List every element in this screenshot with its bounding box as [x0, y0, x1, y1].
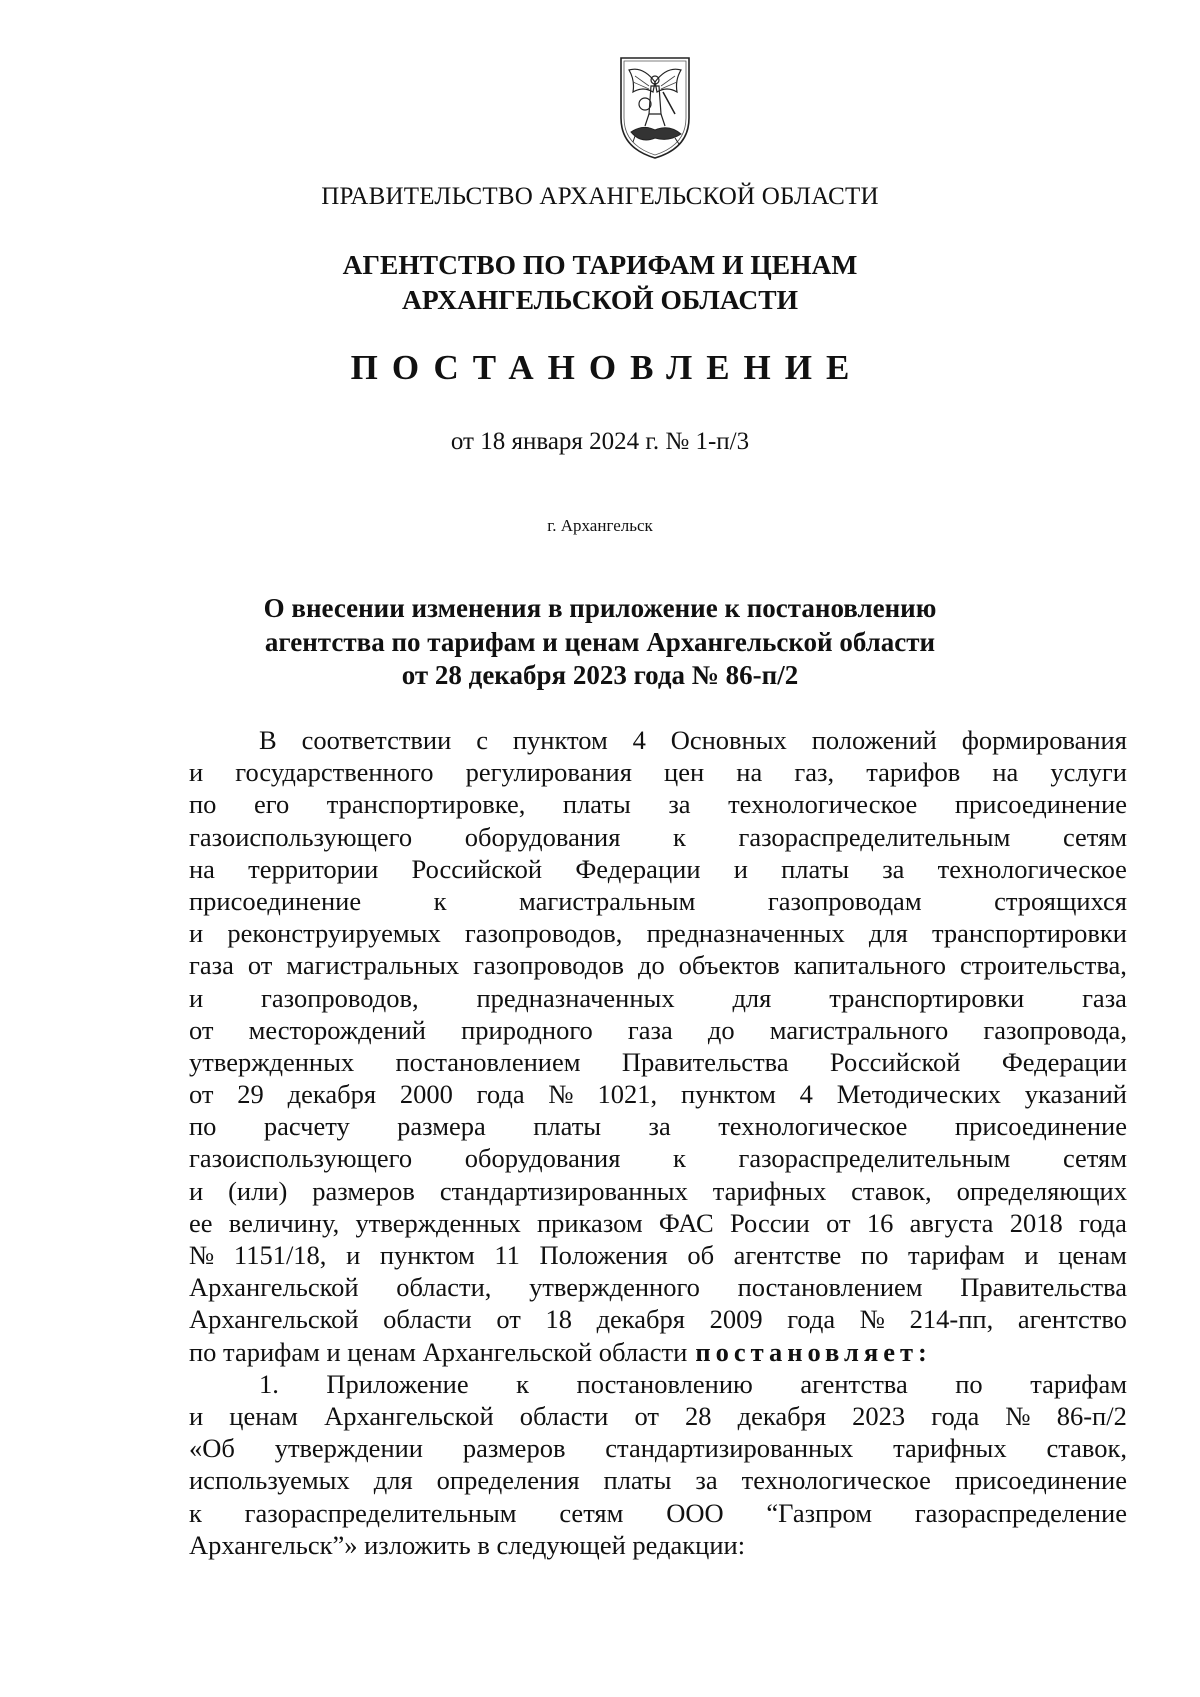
body-word: России: [729, 1207, 810, 1238]
body-word: присоединение: [954, 789, 1127, 820]
body-line: [189, 1432, 1127, 1464]
body-word: к: [433, 885, 447, 916]
body-word: газопроводов,: [464, 918, 623, 949]
body-word: ценам: [1058, 1240, 1127, 1270]
body-word: сетям: [1062, 1143, 1127, 1174]
body-word: области,: [396, 1272, 492, 1303]
body-word: 2018: [1009, 1207, 1063, 1238]
body-line: [189, 788, 1127, 820]
body-word: за: [695, 1465, 718, 1496]
body-word: газоиспользующего: [189, 1143, 413, 1174]
body-word: газа: [1082, 982, 1127, 1013]
body-word: месторождений: [248, 1014, 426, 1045]
body-word: ООО: [666, 1497, 724, 1528]
body-line: [189, 1464, 1127, 1496]
body-line: [189, 949, 1127, 981]
body-word: 11: [494, 1240, 520, 1270]
body-word: до: [637, 950, 665, 981]
body-word: газа: [627, 1014, 673, 1045]
body-word: утверждении: [274, 1433, 423, 1464]
document-city: г. Архангельск: [547, 516, 653, 535]
body-word: по: [955, 1368, 983, 1399]
body-word: газа: [189, 950, 234, 981]
body-word: на: [992, 757, 1019, 788]
body-word: магистрального: [769, 1014, 949, 1045]
agency-name-line2: АРХАНГЕЛЬСКОЙ ОБЛАСТИ: [402, 284, 798, 315]
body-word: строительства,: [960, 950, 1127, 981]
body-word: территории: [248, 853, 379, 884]
body-line: [189, 1303, 1127, 1335]
body-line: [189, 885, 1127, 917]
body-word: за: [882, 853, 905, 884]
body-word: декабря: [737, 1400, 827, 1431]
body-word: размеров: [312, 1175, 415, 1206]
body-word: 28: [685, 1400, 712, 1431]
body-word: и: [189, 1175, 204, 1206]
body-word: к: [673, 821, 686, 852]
body-word: регулирования: [465, 757, 632, 788]
agency-name: [0, 247, 1200, 317]
body-word: декабря: [287, 1079, 377, 1110]
body-word: расчету: [263, 1111, 350, 1142]
body-word: технологическое: [937, 853, 1127, 884]
document-type: ПОСТАНОВЛЕНИЕ: [350, 348, 864, 387]
body-word: газ,: [794, 757, 835, 788]
body-word: постановлением: [737, 1272, 923, 1303]
body-word: присоединение: [954, 1111, 1127, 1142]
body-word: «Об: [189, 1433, 235, 1464]
body-word: транспортировки: [931, 918, 1127, 949]
body-word: технологическое: [728, 789, 918, 820]
document-body: [189, 724, 1127, 1561]
body-word: присоединение: [189, 885, 362, 916]
paragraph-preamble-last-line: [189, 1336, 1127, 1368]
body-word: ставок,: [1046, 1433, 1127, 1464]
body-word: Федерации: [1001, 1046, 1127, 1077]
body-word: года: [476, 1079, 525, 1110]
body-word: Основных: [670, 725, 787, 755]
body-word: для: [373, 1465, 413, 1496]
body-word: Правительства: [621, 1046, 789, 1077]
body-word: предназначенных: [476, 982, 675, 1013]
body-word: к: [673, 1143, 686, 1174]
body-word: присоединение: [954, 1465, 1127, 1496]
body-word: области: [519, 1400, 609, 1431]
body-word: ее: [189, 1207, 213, 1238]
body-word: пунктом: [379, 1240, 475, 1270]
body-word: “Газпром: [766, 1497, 873, 1528]
body-word: сетям: [1062, 821, 1127, 852]
body-word: технологическое: [718, 1111, 908, 1142]
body-line: [189, 756, 1127, 788]
body-word: (или): [228, 1175, 288, 1206]
item-1-last-text: Архангельск”» изложить в следующей редакции:: [189, 1529, 746, 1560]
body-word: капитального: [793, 950, 947, 981]
document-date-number: от 18 января 2024 г. № 1-п/3: [450, 428, 750, 455]
body-word: тарифам: [1030, 1368, 1127, 1399]
body-word: газопровода,: [983, 1014, 1127, 1045]
resolves-keyword: постановляет:: [695, 1336, 932, 1367]
body-word: размера: [397, 1111, 486, 1142]
body-word: по: [189, 789, 217, 820]
body-word: и: [189, 757, 204, 788]
body-word: газоиспользующего: [189, 821, 413, 852]
body-line: [189, 1271, 1127, 1303]
body-word: магистральных: [286, 950, 460, 981]
body-word: 1.: [259, 1368, 279, 1399]
body-word: постановлению: [576, 1368, 753, 1399]
body-word: технологическое: [741, 1465, 931, 1496]
body-word: газораспределительным: [244, 1497, 517, 1528]
body-line: [189, 853, 1127, 885]
body-word: В: [259, 725, 277, 755]
body-word: к: [516, 1368, 530, 1399]
body-word: агентство: [1017, 1304, 1127, 1335]
body-line: [189, 1368, 1127, 1400]
body-word: об: [687, 1240, 715, 1270]
body-word: с: [476, 725, 488, 755]
body-word: 29: [237, 1079, 264, 1110]
paragraph-item-1-last-line: [189, 1529, 1127, 1561]
body-word: определяющих: [956, 1175, 1127, 1206]
body-word: и: [189, 918, 204, 949]
body-word: стандартизированных: [605, 1433, 854, 1464]
body-word: Положения: [539, 1240, 668, 1270]
body-word: Методических: [836, 1079, 1001, 1110]
body-word: 86-п/2: [1056, 1400, 1127, 1431]
body-word: пунктом: [680, 1079, 776, 1110]
body-word: утвержденных: [189, 1046, 355, 1077]
body-word: цен: [664, 757, 705, 788]
body-line: [189, 1142, 1127, 1174]
body-line: [189, 1046, 1127, 1078]
body-word: его: [253, 789, 290, 820]
arkhangelsk-coat-of-arms-icon: [613, 52, 697, 162]
body-word: от: [826, 1207, 851, 1238]
body-word: для: [868, 918, 908, 949]
body-word: тарифных: [712, 1175, 827, 1206]
body-word: оборудования: [464, 821, 621, 852]
body-word: 18: [545, 1304, 572, 1335]
body-line: [189, 724, 1127, 756]
body-word: №: [189, 1240, 215, 1270]
body-line: [189, 1400, 1127, 1432]
body-word: 2023: [852, 1400, 906, 1431]
body-word: Архангельской: [324, 1400, 494, 1431]
body-word: указаний: [1024, 1079, 1127, 1110]
government-name: ПРАВИТЕЛЬСТВО АРХАНГЕЛЬСКОЙ ОБЛАСТИ: [321, 183, 879, 210]
body-word: реконструируемых: [227, 918, 441, 949]
paragraph-item-1: [189, 1368, 1127, 1529]
body-line: [189, 1497, 1127, 1529]
body-word: 4: [799, 1079, 813, 1110]
body-word: Приложение: [326, 1368, 469, 1399]
body-line: [189, 1078, 1127, 1110]
body-word: тарифов: [866, 757, 961, 788]
body-word: платы: [781, 853, 849, 884]
body-word: ставок,: [851, 1175, 932, 1206]
body-word: стандартизированных: [439, 1175, 688, 1206]
body-word: магистральным: [518, 885, 696, 916]
body-word: платы: [562, 789, 631, 820]
body-word: предназначенных: [646, 918, 845, 949]
body-word: положений: [811, 725, 937, 755]
body-line: [189, 982, 1127, 1014]
body-word: постановлением: [395, 1046, 581, 1077]
body-word: соответствии: [301, 725, 452, 755]
body-word: газораспределение: [914, 1497, 1127, 1528]
body-word: услуги: [1050, 757, 1127, 788]
body-word: природного: [461, 1014, 593, 1045]
body-word: от: [189, 1079, 214, 1110]
body-word: от: [247, 950, 273, 981]
body-word: для: [732, 982, 772, 1013]
subject-line: агентства по тарифам и ценам Архангельской области: [264, 626, 936, 657]
body-word: агентства: [800, 1368, 908, 1399]
body-word: года: [1078, 1207, 1127, 1238]
body-word: Федерации: [575, 853, 701, 884]
body-word: к: [189, 1497, 202, 1528]
body-word: агентстве: [733, 1240, 842, 1270]
body-word: за: [668, 789, 691, 820]
body-word: и: [346, 1240, 361, 1270]
body-word: августа: [909, 1207, 994, 1238]
body-word: газопроводов: [473, 950, 625, 981]
document-subject: [0, 592, 1200, 693]
body-word: от: [189, 1014, 214, 1045]
body-word: платы: [533, 1111, 602, 1142]
body-word: до: [707, 1014, 735, 1045]
agency-name-line1: АГЕНТСТВО ПО ТАРИФАМ И ЦЕНАМ: [342, 249, 858, 280]
body-word: утвержденного: [529, 1272, 700, 1303]
body-line: [189, 1110, 1127, 1142]
body-word: платы: [603, 1465, 672, 1496]
body-word: тарифам: [907, 1240, 1005, 1270]
body-word: формирования: [961, 725, 1127, 755]
body-word: определения: [436, 1465, 580, 1496]
body-word: газораспределительным: [738, 1143, 1011, 1174]
body-word: Архангельской: [189, 1304, 359, 1335]
body-word: года: [931, 1400, 980, 1431]
body-word: и: [1024, 1240, 1039, 1270]
body-word: газопроводам: [767, 885, 922, 916]
body-word: Правительства: [960, 1272, 1127, 1303]
body-word: газораспределительным: [738, 821, 1011, 852]
body-word: декабря: [596, 1304, 685, 1335]
preamble-last-text: по тарифам и ценам Архангельской области: [189, 1336, 688, 1367]
body-word: №: [1005, 1400, 1031, 1431]
body-word: оборудования: [464, 1143, 621, 1174]
subject-line: от 28 декабря 2023 года № 86-п/2: [401, 660, 799, 690]
body-line: [189, 1175, 1127, 1207]
body-word: 1021,: [597, 1079, 658, 1110]
body-word: Российской: [829, 1046, 961, 1077]
body-word: транспортировки: [829, 982, 1025, 1013]
body-word: 4: [632, 725, 646, 755]
body-word: от: [634, 1400, 659, 1431]
body-word: года: [787, 1304, 836, 1335]
body-line: [189, 1014, 1127, 1046]
body-word: транспортировке,: [326, 789, 526, 820]
body-word: используемых: [189, 1465, 350, 1496]
body-word: величину,: [228, 1207, 340, 1238]
body-word: пунктом: [512, 725, 608, 755]
body-word: №: [859, 1304, 886, 1335]
body-word: утвержденных: [355, 1207, 521, 1238]
body-word: на: [189, 853, 215, 884]
body-line: [189, 917, 1127, 949]
body-word: 214-пп,: [909, 1304, 994, 1335]
subject-line: О внесении изменения в приложение к постановлению: [263, 593, 937, 623]
body-word: объектов: [678, 950, 780, 981]
body-word: Российской: [411, 853, 543, 884]
body-word: и: [189, 1400, 204, 1431]
body-word: 16: [866, 1207, 894, 1238]
body-word: газопроводов,: [261, 982, 419, 1013]
body-word: государственного: [235, 757, 434, 788]
body-word: Архангельской: [189, 1272, 359, 1303]
body-word: по: [189, 1111, 217, 1142]
body-word: 1151/18,: [233, 1240, 327, 1270]
body-word: ФАС: [658, 1207, 714, 1238]
body-word: 2009: [709, 1304, 763, 1335]
body-word: приказом: [536, 1207, 643, 1238]
body-word: на: [736, 757, 763, 788]
body-line: [189, 821, 1127, 853]
body-word: за: [648, 1111, 671, 1142]
body-word: размеров: [462, 1433, 566, 1464]
body-word: ценам: [229, 1400, 298, 1431]
body-word: и: [733, 853, 748, 884]
body-word: по: [860, 1240, 889, 1270]
paragraph-preamble: [189, 724, 1127, 1336]
body-line: [189, 1239, 1127, 1271]
body-word: тарифных: [893, 1433, 1007, 1464]
body-word: области: [383, 1304, 472, 1335]
body-word: сетям: [559, 1497, 624, 1528]
body-word: №: [548, 1079, 574, 1110]
body-line: [189, 1207, 1127, 1239]
body-word: и: [189, 982, 204, 1013]
body-word: от: [496, 1304, 521, 1335]
body-word: 2000: [399, 1079, 453, 1110]
body-word: строящихся: [994, 885, 1127, 916]
